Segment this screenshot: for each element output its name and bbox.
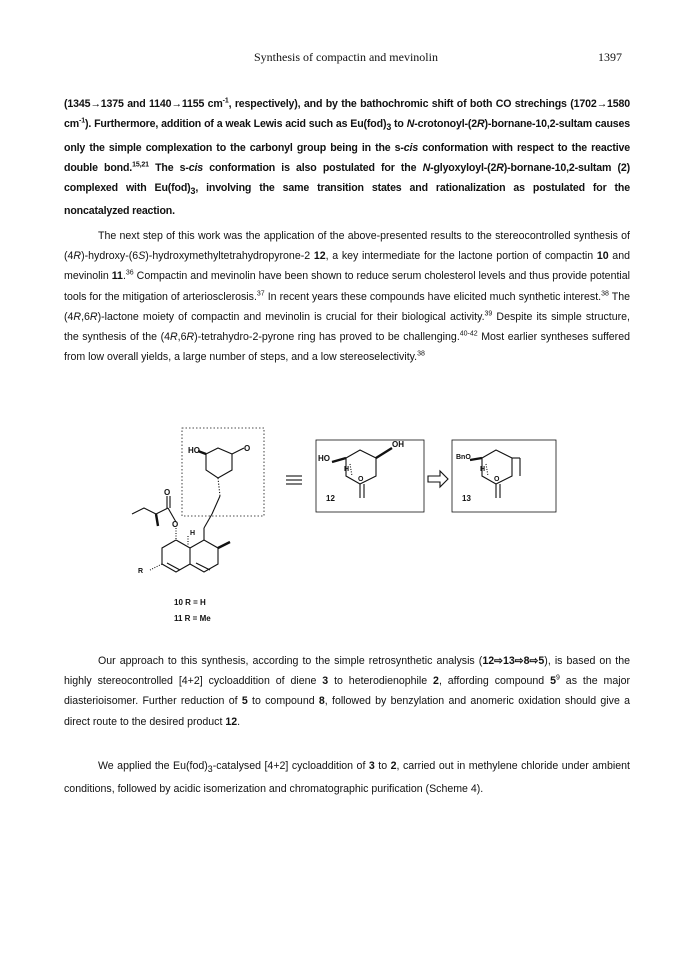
decalin-methyl — [218, 542, 230, 548]
text-run: , affording compound — [438, 675, 551, 688]
wedge-12 — [332, 458, 346, 462]
lactone-ring-left — [206, 448, 232, 478]
text-run: We applied the Eu(fod) — [98, 760, 208, 772]
text-run: Compactin and mevinolin have been shown to reduce serum cholesterol levels and thus provide potential tools for the mitigation of arteriosclerosis. — [64, 270, 630, 303]
text-run: Our approach to this synthesis, according to the simple retrosynthetic analysis ( — [98, 655, 483, 667]
text-run: Most earlier syntheses suffered from low overall yields, a large number of steps, and a low stereoselectivity. — [64, 331, 630, 364]
label-bno-13: BnO — [456, 454, 471, 461]
paragraph-2 — [64, 226, 630, 367]
paragraph-body — [64, 94, 630, 221]
wedge-13 — [470, 458, 482, 460]
label-h-12: H — [344, 466, 350, 473]
text-run: ), is based on the highly stereocontrolled [4+2] cycloaddition of diene — [64, 655, 630, 688]
text-run: ,6 — [81, 310, 90, 323]
wedge-12b — [376, 448, 392, 458]
decalin-ring-a — [162, 540, 190, 572]
ester-methyl — [156, 514, 158, 526]
text-run: 11 — [111, 270, 123, 283]
chain-bond — [212, 496, 220, 514]
page-header — [0, 50, 692, 68]
text-run: ,6 — [177, 331, 187, 344]
text-run: 40-42 — [459, 330, 478, 338]
text-run: 3 — [322, 675, 329, 688]
text-run: R — [73, 250, 82, 263]
text-run: , respectively), and by the bathochromic shift of both CO strechings (1702→1580 cm — [64, 98, 630, 131]
hash-12 — [350, 464, 352, 476]
text-run: 8 — [318, 695, 325, 708]
text-run: R — [73, 310, 82, 323]
text-run: -glyoxyloyl-(2 — [430, 161, 497, 174]
text-run: The (4 — [64, 290, 630, 323]
text-run: cis — [403, 141, 419, 154]
text-run: )-tetrahydro-2-pyrone ring has proved to be challenging. — [194, 331, 460, 344]
retro-arrow — [428, 471, 448, 487]
text-run: 5 — [550, 675, 556, 688]
text-run: R — [170, 331, 178, 344]
label-ho-12: HO — [318, 454, 330, 463]
text-run: S — [138, 250, 146, 263]
text-run: -1 — [79, 117, 85, 125]
text-run: 38 — [417, 350, 425, 358]
text-run: 37 — [256, 290, 265, 298]
double-bond-a — [167, 563, 180, 570]
hashed-bond — [218, 478, 220, 496]
label-o-12: O — [358, 476, 364, 483]
text-run: . — [237, 715, 241, 728]
text-run: , followed by benzylation and anomeric oxidation should give a direct route to the desired product — [64, 695, 631, 728]
text-run: 12⇨13⇨8⇨5 — [482, 655, 545, 667]
text-run: conformation with respect to the reactive double bond. — [64, 141, 630, 174]
text-run: as the major diasterioisomer. Further reduction of — [64, 675, 630, 708]
text-run: )-bornane-10,2-sultam causes only the simple complexation to the carbonyl group being in the s- — [64, 118, 631, 154]
text-run: . — [122, 270, 126, 283]
text-run: 10 — [596, 250, 609, 263]
text-run: ) complexed with Eu(fod) — [64, 161, 631, 194]
running-title: Synthesis of compactin and mevinolin — [254, 50, 438, 64]
text-run: 2 — [620, 161, 627, 174]
text-run: )-hydroxymethyltetrahydropyrone-2 — [145, 250, 314, 263]
text-run: 3 — [207, 764, 213, 775]
text-run: 5 — [241, 695, 248, 708]
text-run: )-lactone moiety of compactin and mevinolin is crucial for their biological activity. — [97, 310, 485, 323]
text-run: conformation is also postulated for the — [203, 161, 423, 174]
text-run: Despite its simple structure, the synthesis of the (4 — [64, 310, 630, 344]
text-run: )-bornane-10,2-sultam ( — [503, 161, 621, 174]
label-o-lactone: O — [244, 444, 251, 453]
ester-chain — [132, 508, 168, 514]
text-run: In recent years these compounds have elicited much synthetic interest. — [264, 290, 602, 303]
text-run: 2 — [390, 760, 397, 772]
label-o-carbonyl: O — [164, 488, 171, 497]
text-run: )-hydroxy-(6 — [81, 250, 139, 263]
text-run: and mevinolin — [64, 250, 630, 283]
text-run: to heterodienophile — [328, 675, 434, 688]
label-h-13: H — [480, 466, 486, 473]
text-run: 2 — [433, 675, 439, 688]
label-h-ring: H — [190, 530, 196, 537]
r-bond — [150, 564, 162, 570]
text-run: 9 — [556, 674, 560, 682]
text-run: to — [374, 760, 391, 772]
text-run: The next step of this work was the application of the above-presented results to the stereocontrolled synthesis of (4 — [64, 230, 630, 263]
text-run: (1345→1375 and 1140→1155 cm — [64, 98, 223, 110]
text-run: 38 — [601, 290, 609, 298]
text-run: 12 — [313, 250, 326, 263]
paragraph-body — [64, 756, 630, 800]
paragraph-4 — [64, 756, 630, 800]
text-run: to — [391, 118, 407, 131]
paragraph-3 — [64, 651, 630, 732]
label-compound-10: 10 R = H — [174, 598, 206, 607]
label-num-13: 13 — [462, 494, 471, 503]
text-run: R — [89, 310, 98, 323]
hash-13 — [486, 464, 488, 476]
paragraph-body — [64, 226, 630, 367]
label-ho-left: HO — [188, 446, 200, 455]
text-run: -catalysed [4+2] cycloaddition of — [212, 760, 369, 772]
text-run: 3 — [190, 186, 196, 197]
text-run: 36 — [125, 269, 134, 277]
paragraph-body — [64, 651, 630, 732]
text-run: 12 — [225, 715, 238, 728]
text-run: R — [186, 331, 195, 344]
text-run: , carried out in methylene chloride under ambient conditions, followed by acidic isomerization and chromatographic purification (Scheme 4). — [64, 760, 630, 796]
text-run: 39 — [484, 310, 493, 318]
dotted-box — [182, 428, 264, 516]
label-r: R — [138, 568, 144, 575]
text-run: , involving the same transition states and rationalization as postulated for the noncatalyzed reaction. — [64, 181, 630, 218]
text-run: ). Furthermore, addition of a weak Lewis acid such as Eu(fod) — [84, 118, 387, 131]
text-run: 15,21 — [132, 161, 149, 169]
text-run: to compound — [247, 695, 319, 708]
label-o-ester: O — [172, 520, 179, 529]
text-run: -crotonoyl-(2 — [414, 118, 477, 131]
text-run: R — [477, 118, 485, 131]
text-run: N — [422, 161, 431, 174]
text-run: The s- — [148, 161, 189, 174]
text-run: , a key intermediate for the lactone portion of compactin — [325, 250, 597, 263]
label-oh-12: OH — [392, 440, 404, 449]
scheme-figure — [120, 418, 560, 633]
label-compound-11: 11 R = Me — [174, 614, 211, 623]
label-o-13: O — [494, 476, 500, 483]
carbonyl-bond — [232, 448, 244, 454]
text-run: R — [496, 161, 504, 174]
text-run: cis — [188, 161, 204, 174]
paragraph-1 — [64, 94, 630, 221]
text-run: -1 — [222, 97, 229, 105]
text-run: N — [406, 118, 415, 131]
text-run: 3 — [386, 122, 392, 133]
label-num-12: 12 — [326, 494, 335, 503]
page-number: 1397 — [598, 50, 622, 64]
text-run: 3 — [368, 760, 375, 772]
